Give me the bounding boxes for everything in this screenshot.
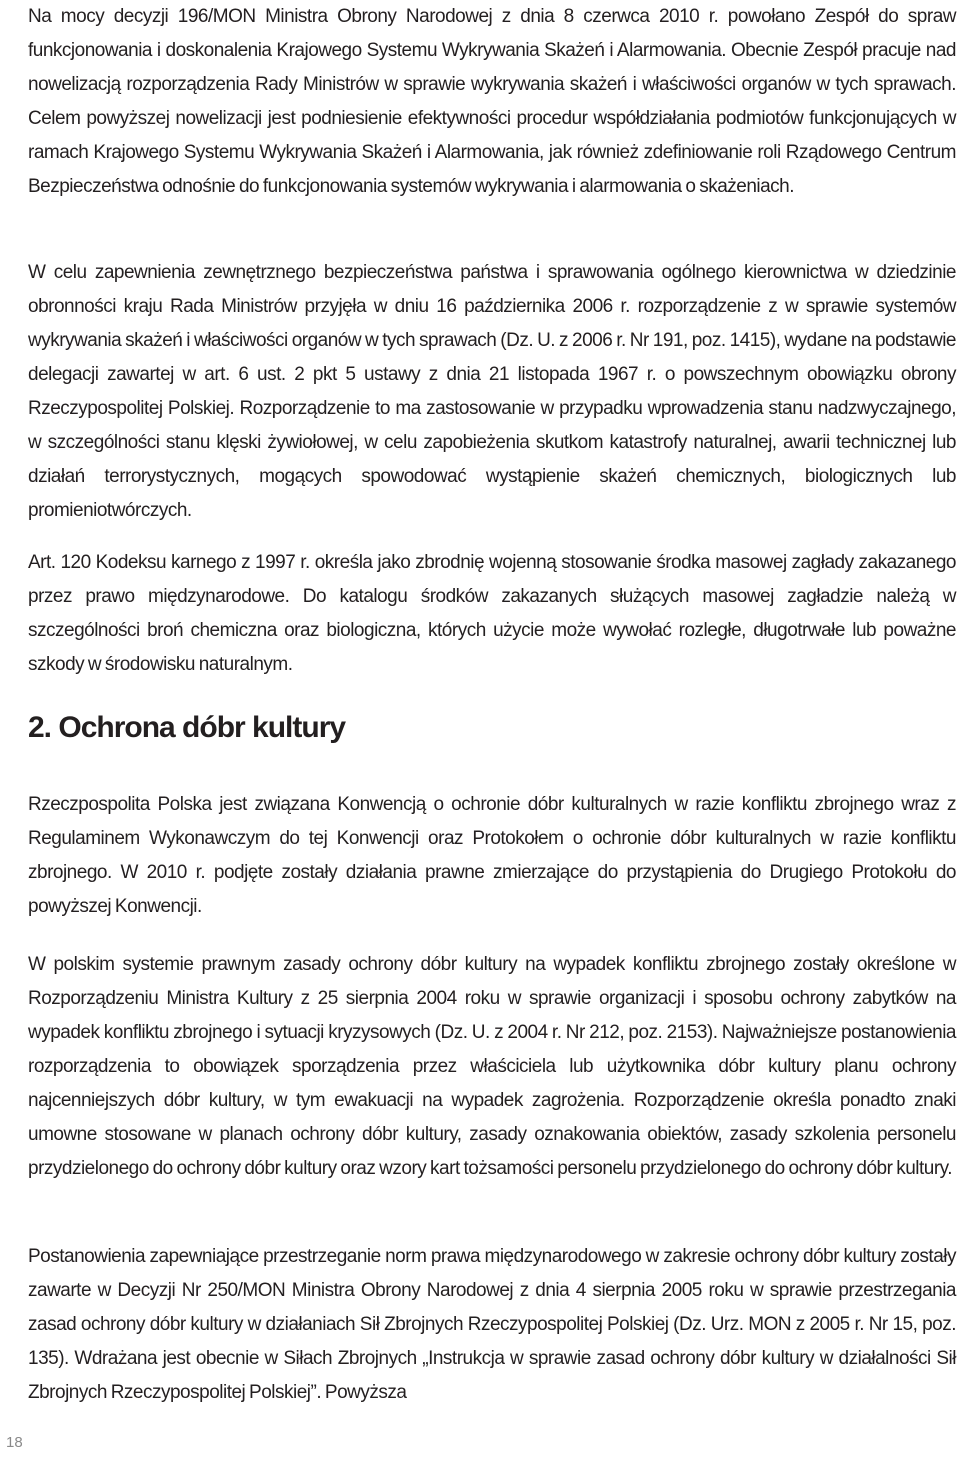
- paragraph-penal-code: Art. 120 Kodeksu karnego z 1997 r. określa jako zbrodnię wojenną stosowanie środka masowej zagłady zakazanego przez prawo międzynarodowe. Do katalogu środków zakazanych służących masowej zagładzie należą w szczególności broń chemiczna oraz biologiczna, których użycie może wywołać rozległe, długotrwałe lub poważne szkody w środowisku naturalnym.: [28, 552, 956, 675]
- paragraph-culture-regulation: W polskim systemie prawnym zasady ochrony dóbr kultury na wypadek konfliktu zbrojnego zostały określone w Rozporządzeniu Ministra Kultury z 25 sierpnia 2004 roku w sprawie organizacji i sposobu ochrony zabytków na wypadek konfliktu zbrojnego i sytuacji kryzysowych (Dz. U. z 2004 r. Nr 212, poz. 2153). Najważniejsze postanowienia rozporządzenia to obowiązek sporządzenia przez właściciela lub użytkownika dóbr kultury planu ochrony najcenniejszych dóbr kultury, w tym ewakuacji na wypadek zagrożenia. Rozporządzenie określa ponadto znaki umowne stosowane w planach ochrony dóbr kultury, zasady oznakowania obiektów, zasady szkolenia personelu przydzielonego do ochrony dóbr kultury oraz wzory kart tożsamości personelu przydzielonego do ochrony dóbr kultury.: [28, 954, 956, 1179]
- paragraph-contamination-team: Na mocy decyzji 196/MON Ministra Obrony Narodowej z dnia 8 czerwca 2010 r. powołano Zespół do spraw funkcjonowania i doskonalenia Krajowego Systemu Wykrywania Skażeń i Alarmowania. Obecnie Zespół pracuje nad nowelizacją rozporządzenia Rady Ministrów w sprawie wykrywania skażeń i właściwości organów w tych sprawach. Celem powyższej nowelizacji jest podniesienie efektywności procedur współdziałania podmiotów funkcjonujących w ramach Krajowego Systemu Wykrywania Skażeń i Alarmowania, jak również zdefiniowanie roli Rządowego Centrum Bezpieczeństwa odnośnie do funkcjonowania systemów wykrywania i alarmowania o skażeniach.: [28, 6, 956, 197]
- paragraph-council-regulation: W celu zapewnienia zewnętrznego bezpieczeństwa państwa i sprawowania ogólnego kierownictwa w dziedzinie obronności kraju Rada Ministrów przyjęła w dniu 16 października 2006 r. rozporządzenie z w sprawie systemów wykrywania skażeń i właściwości organów w tych sprawach (Dz. U. z 2006 r. Nr 191, poz. 1415), wydane na podstawie delegacji zawartej w art. 6 ust. 2 pkt 5 ustawy z dnia 21 listopada 1967 r. o powszechnym obowiązku obrony Rzeczypospolitej Polskiej. Rozporządzenie to ma zastosowanie w przypadku wprowadzenia stanu nadzwyczajnego, w szczególności stanu klęski żywiołowej, w celu zapobieżenia skutkom katastrofy naturalnej, awarii technicznej lub działań terrorystycznych, mogących spowodować wystąpienie skażeń chemicznych, biologicznych lub promieniotwórczych.: [28, 262, 956, 521]
- section-heading: 2. Ochrona dóbr kultury: [28, 711, 346, 744]
- page-number: 18: [6, 1434, 23, 1451]
- paragraph-mon-decision: Postanowienia zapewniające przestrzeganie norm prawa międzynarodowego w zakresie ochrony dóbr kultury zostały zawarte w Decyzji Nr 250/MON Ministra Obrony Narodowej z dnia 4 sierpnia 2005 roku w sprawie przestrzegania zasad ochrony dóbr kultury w działaniach Sił Zbrojnych Rzeczypospolitej Polskiej (Dz. Urz. MON z 2005 r. Nr 15, poz. 135). Wdrażana jest obecnie w Siłach Zbrojnych „Instrukcja w sprawie zasad ochrony dóbr kultury w działalności Sił Zbrojnych Rzeczypospolitej Polskiej”. Powyższa: [28, 1246, 956, 1403]
- paragraph-convention: Rzeczpospolita Polska jest związana Konwencją o ochronie dóbr kulturalnych w razie konfliktu zbrojnego wraz z Regulaminem Wykonawczym do tej Konwencji oraz Protokołem o ochronie dóbr kulturalnych w razie konfliktu zbrojnego. W 2010 r. podjęte zostały działania prawne zmierzające do przystąpienia do Drugiego Protokołu do powyższej Konwencji.: [28, 794, 956, 917]
